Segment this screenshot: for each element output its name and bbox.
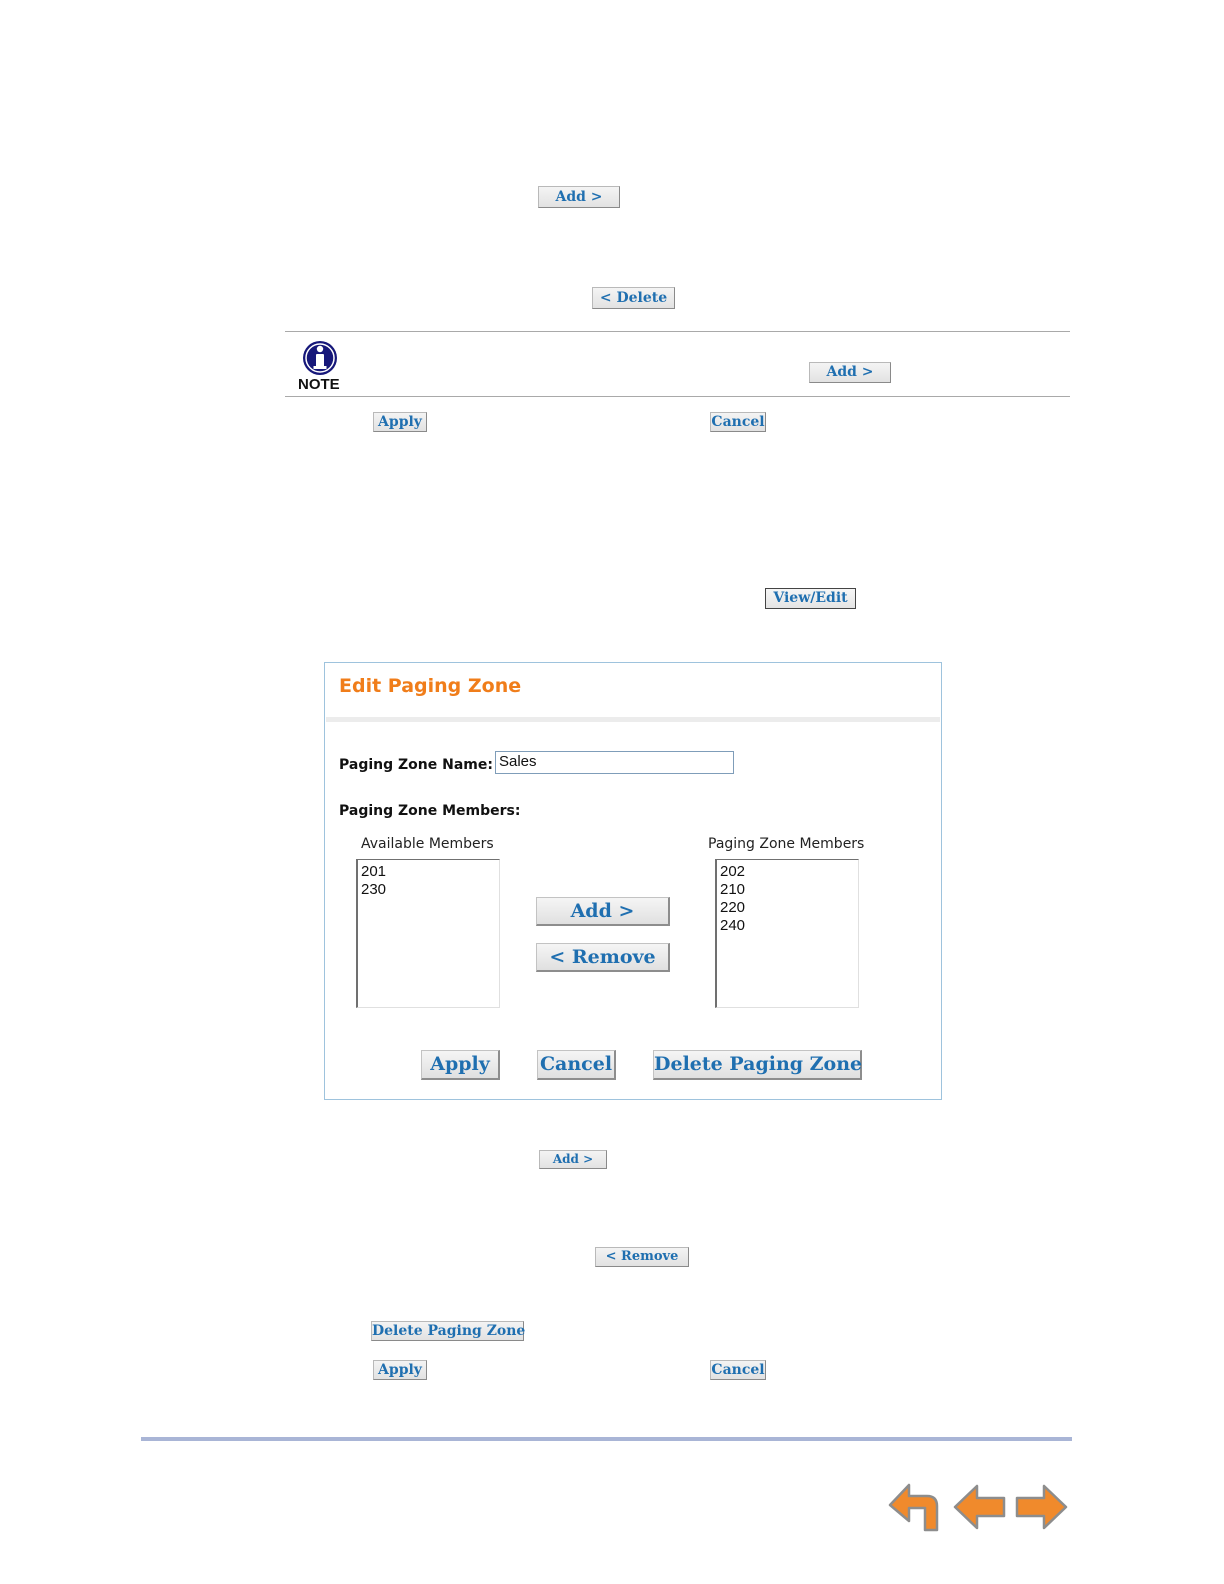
- remove-member-button[interactable]: < Remove: [536, 943, 670, 972]
- info-icon: [297, 339, 347, 379]
- remove-button-inline[interactable]: < Remove: [595, 1247, 689, 1267]
- cancel-button[interactable]: Cancel: [537, 1050, 616, 1080]
- add-button-inline-2[interactable]: Add >: [539, 1150, 607, 1169]
- note-add-button[interactable]: Add >: [809, 362, 891, 383]
- note-bottom-rule: [285, 396, 1070, 397]
- note-block: [297, 339, 347, 395]
- available-members-list[interactable]: [356, 859, 500, 1008]
- zone-members-header: Paging Zone Members: [708, 836, 865, 852]
- list-item[interactable]: 220: [720, 899, 746, 916]
- list-item[interactable]: 202: [720, 863, 746, 880]
- back-arrow-icon[interactable]: [952, 1481, 1008, 1533]
- available-members-header: Available Members: [361, 836, 494, 852]
- footer-rule: [141, 1437, 1072, 1441]
- delete-button-inline[interactable]: < Delete: [592, 287, 675, 309]
- add-member-button[interactable]: Add >: [536, 897, 670, 926]
- list-item[interactable]: 201: [361, 863, 387, 880]
- apply-button-inline-2[interactable]: Apply: [373, 1360, 427, 1380]
- cancel-button-inline[interactable]: Cancel: [711, 414, 765, 430]
- zone-members-list[interactable]: [715, 859, 859, 1008]
- view-edit-button-inline[interactable]: View/Edit: [765, 588, 856, 609]
- delete-paging-zone-button-inline[interactable]: Delete Paging Zone: [372, 1323, 526, 1339]
- zone-name-label: Paging Zone Name:: [339, 757, 493, 773]
- note-top-rule: [285, 331, 1070, 332]
- zone-name-input[interactable]: Sales: [495, 751, 734, 774]
- delete-paging-zone-button[interactable]: Delete Paging Zone: [653, 1050, 862, 1080]
- list-item[interactable]: 210: [720, 881, 746, 898]
- return-icon[interactable]: [887, 1481, 943, 1533]
- list-item[interactable]: 230: [361, 881, 387, 898]
- cancel-button-inline-2[interactable]: Cancel: [711, 1362, 765, 1378]
- panel-title-divider: [326, 717, 940, 722]
- zone-members-label: Paging Zone Members:: [339, 803, 521, 819]
- apply-button[interactable]: Apply: [421, 1050, 500, 1080]
- panel-title: Edit Paging Zone: [339, 675, 522, 697]
- list-item[interactable]: 240: [720, 917, 746, 934]
- edit-paging-zone-panel: [324, 662, 942, 1100]
- note-label: NOTE: [298, 376, 340, 393]
- add-button-inline[interactable]: Add >: [538, 186, 620, 208]
- forward-arrow-icon[interactable]: [1013, 1481, 1069, 1533]
- apply-button-inline[interactable]: Apply: [373, 412, 427, 432]
